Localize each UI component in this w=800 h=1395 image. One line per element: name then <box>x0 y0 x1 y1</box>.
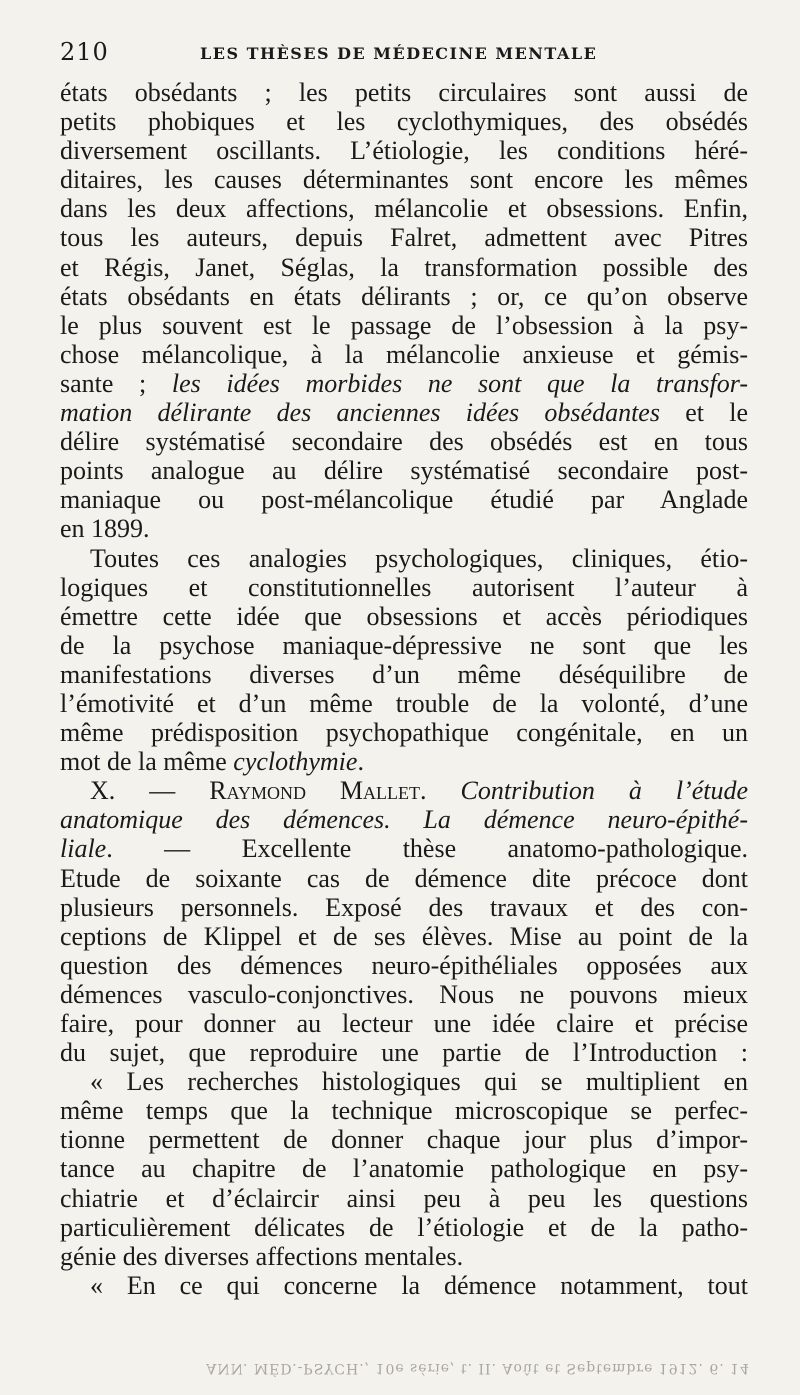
text-line: sante ; les idées morbides ne sont que la transfor- <box>60 368 748 398</box>
text-line: tionne permettent de donner chaque jour plus d’impor- <box>60 1125 748 1155</box>
text-line: même prédisposition psychopathique congénitale, en un <box>60 718 748 748</box>
text-line: tance au chapitre de l’anatomie pathologique en psy- <box>60 1154 748 1184</box>
text-line: du sujet, que reproduire une partie de l’Introduction : <box>60 1038 748 1068</box>
text-line: X. — Raymond Mallet. Contribution à l’étude <box>90 776 748 806</box>
text-line: génie des diverses affections mentales. <box>60 1241 464 1271</box>
text-line: plusieurs personnels. Exposé des travaux et des con- <box>60 892 748 922</box>
italic-word: cyclothymie <box>233 747 358 777</box>
text-line: dans les deux affections, mélancolie et obsessions. Enfin, <box>60 194 748 224</box>
footer-text: ANN. MÉD.-PSYCH., 10e série, t. II. Août et Septembre 1912. 6. 14 <box>206 1360 750 1376</box>
page-number: 210 <box>60 38 109 66</box>
text-line: « En ce qui concerne la démence notamment, tout <box>90 1270 748 1300</box>
text-line: en 1899. <box>60 514 150 544</box>
text-line: logiques et constitutionnelles autorisent l’auteur à <box>60 572 748 602</box>
text-line: Toutes ces analogies psychologiques, cliniques, étio- <box>90 543 748 573</box>
text-line: ceptions de Klippel et de ses élèves. Mise au point de la <box>60 921 748 951</box>
text-line: et Régis, Janet, Séglas, la transformation possible des <box>60 252 748 282</box>
text-line: états obsédants en états délirants ; or, ce qu’on observe <box>60 281 748 311</box>
text-line: émettre cette idée que obsessions et accès périodiques <box>60 601 748 631</box>
thesis-title: liale <box>60 834 107 864</box>
author-name: Raymond Mallet <box>209 776 421 806</box>
text-line: ditaires, les causes déterminantes sont encore les mêmes <box>60 165 748 195</box>
text-line: le plus souvent est le passage de l’obsession à la psy- <box>60 310 748 340</box>
text-line: maniaque ou post-mélancolique étudié par Anglade <box>60 485 748 515</box>
text-line: points analogue au délire systématisé secondaire post- <box>60 456 748 486</box>
running-head: LES THÈSES DE MÉDECINE MENTALE <box>200 44 598 63</box>
italic-phrase: les idées morbides ne sont que la transfor- <box>171 368 748 398</box>
text-line: chose mélancolique, à la mélancolie anxieuse et gémis- <box>60 339 748 369</box>
text-line: particulièrement délicates de l’étiologie et de la patho- <box>60 1212 748 1242</box>
text-line <box>60 805 748 834</box>
italic-phrase: mation délirante des anciennes idées obsédantes <box>60 398 660 428</box>
thesis-title: Contribution à l’étude <box>460 776 748 806</box>
text-line: liale. — Excellente thèse anatomo-pathologique. <box>60 834 748 864</box>
text-line: l’émotivité et d’un même trouble de la volonté, d’une <box>60 688 748 718</box>
text-line: états obsédants ; les petits circulaires sont aussi de <box>60 78 748 107</box>
text-line: diversement oscillants. L’étiologie, les conditions héré- <box>60 136 748 166</box>
text-line: « Les recherches histologiques qui se multiplient en <box>90 1067 748 1097</box>
text-line: question des démences neuro-épithéliales opposées aux <box>60 950 748 980</box>
text-line: démences vasculo-conjonctives. Nous ne pouvons mieux <box>60 979 748 1009</box>
page-header <box>60 38 750 68</box>
bleed-through-footer <box>60 1352 750 1376</box>
text-line: délire systématisé secondaire des obsédés est en tous <box>60 427 748 457</box>
text-line: même temps que la technique microscopique se perfec- <box>60 1096 748 1126</box>
text-line: Etude de soixante cas de démence dite précoce dont <box>60 863 748 893</box>
text-line: faire, pour donner au lecteur une idée claire et précise <box>60 1009 748 1038</box>
body-text <box>60 78 748 1300</box>
thesis-title: anatomique des démences. La démence neuro-épithé- <box>60 805 748 835</box>
text-line: de la psychose maniaque-dépressive ne sont que les <box>60 630 748 660</box>
text-line: manifestations diverses d’un même déséquilibre de <box>60 659 748 689</box>
text-line: tous les auteurs, depuis Falret, admettent avec Pitres <box>60 223 748 253</box>
text-line: mot de la même cyclothymie. <box>60 747 364 777</box>
text-line: petits phobiques et les cyclothymiques, des obsédés <box>60 107 748 137</box>
text-line: chiatrie et d’éclaircir ainsi peu à peu les questions <box>60 1183 748 1213</box>
text-line: mation délirante des anciennes idées obsédantes et le <box>60 398 748 428</box>
